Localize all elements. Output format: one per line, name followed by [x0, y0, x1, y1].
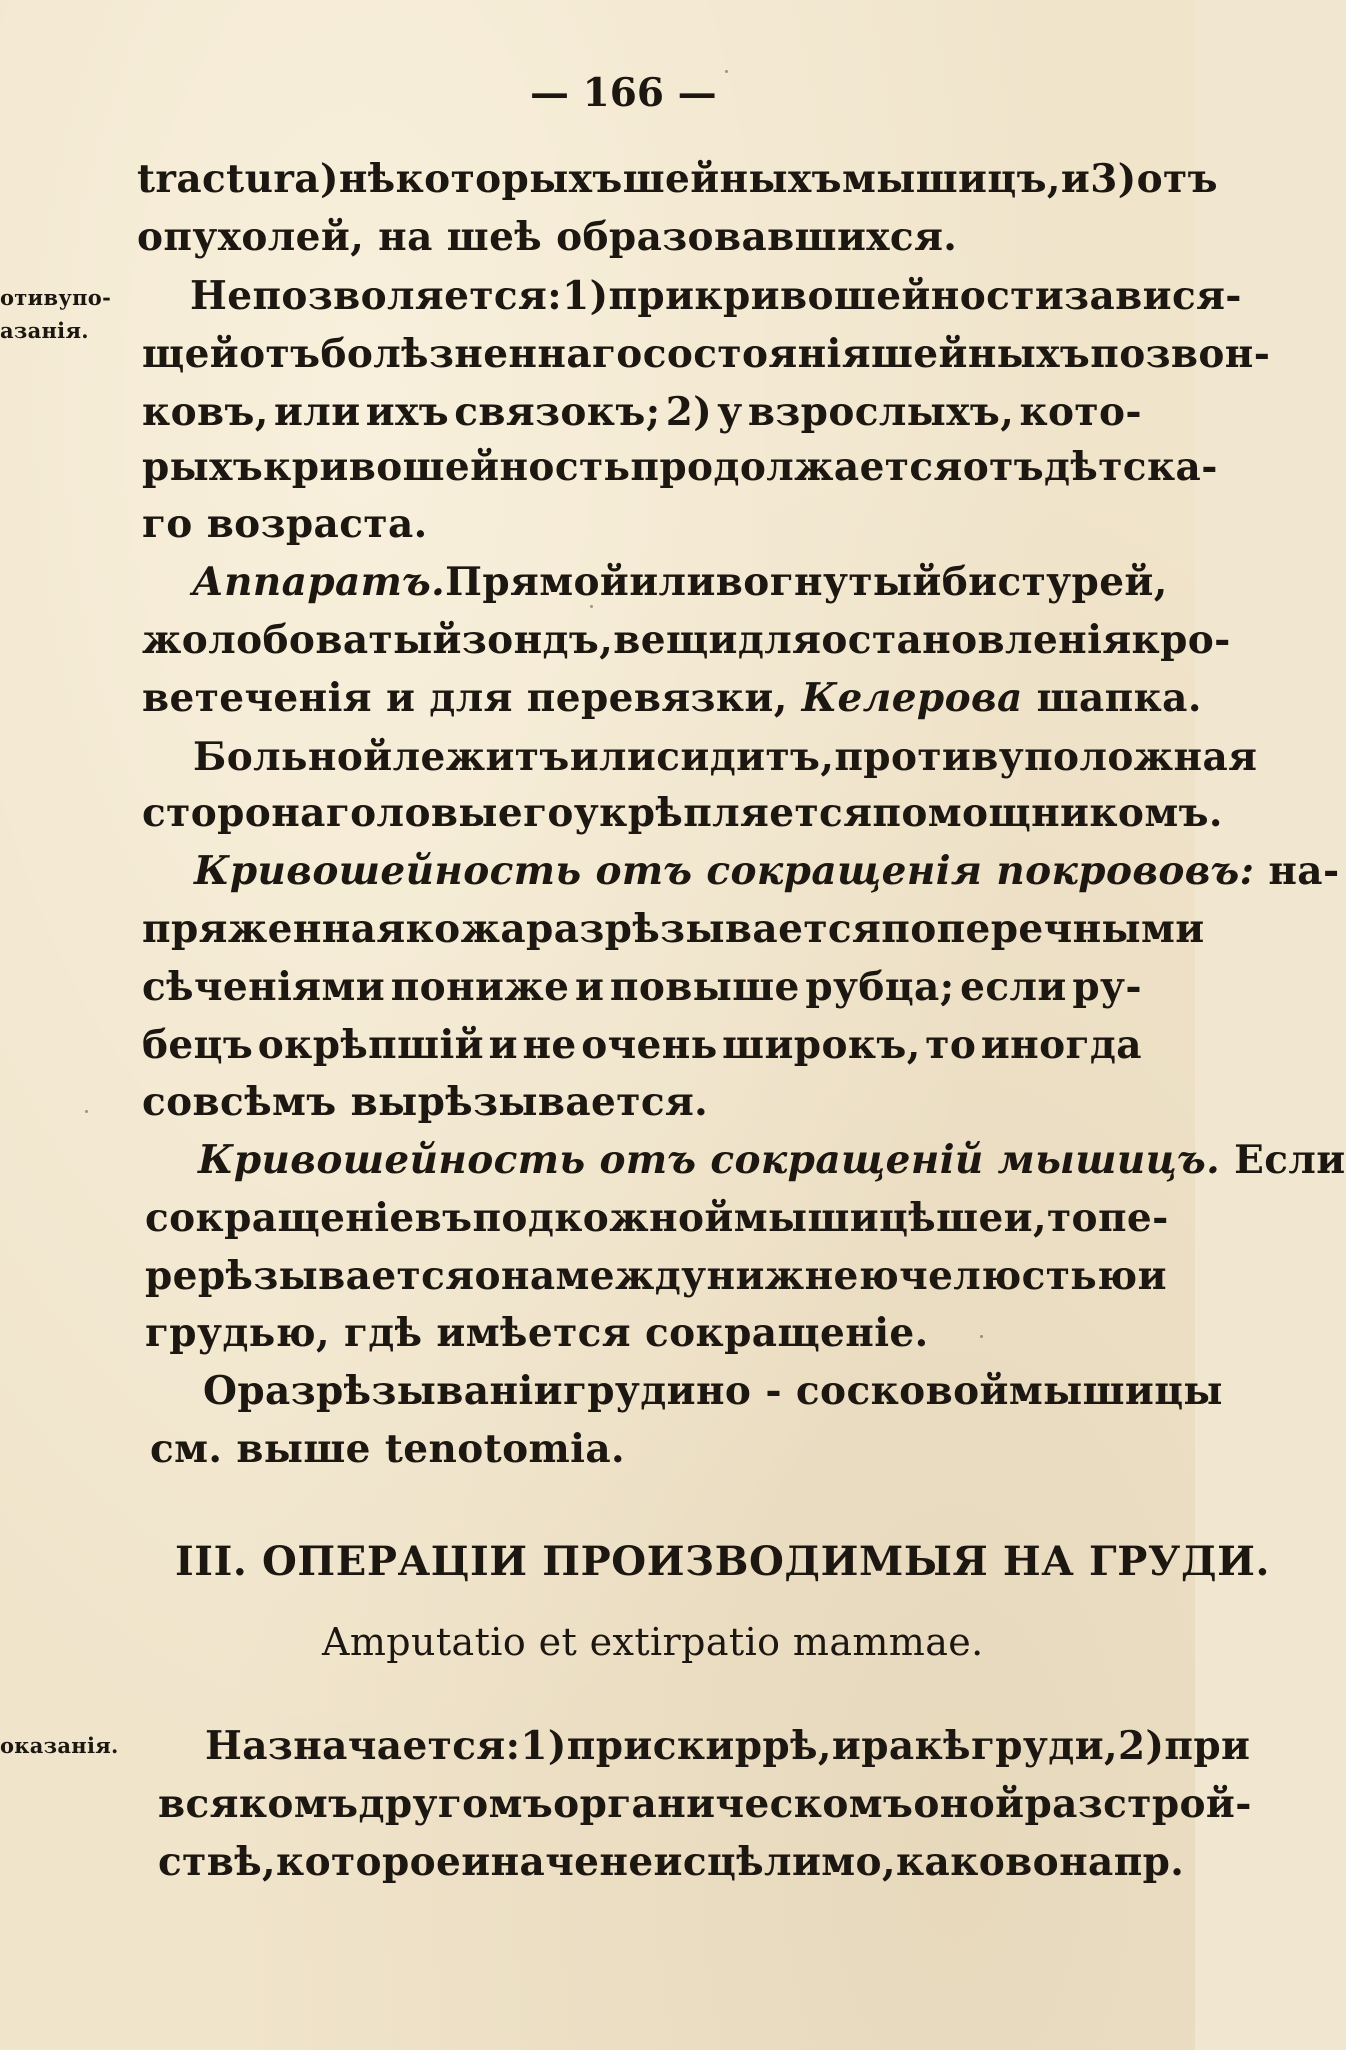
- italic-term: Кривошейность отъ сокращеній мышицъ.: [198, 1137, 1221, 1183]
- text-line: опухолей, на шеѣ образовавшихся.: [137, 214, 958, 260]
- word: взрослыхъ,: [747, 389, 1015, 435]
- text-line: грудью, гдѣ имѣется сокращеніе.: [145, 1310, 929, 1356]
- text-line: [142, 906, 1205, 952]
- word: и: [488, 1022, 518, 1068]
- word: зондъ,: [461, 617, 614, 663]
- text-line: [192, 559, 1168, 605]
- word: при: [608, 273, 695, 319]
- text-line: [137, 156, 1218, 202]
- word: повыше: [609, 964, 800, 1010]
- word: укрѣпляется: [573, 790, 873, 836]
- text-line: [142, 675, 1202, 721]
- text-line: го возраста.: [142, 501, 428, 547]
- word: и: [831, 1723, 862, 1769]
- word: и: [1060, 156, 1091, 202]
- word: разрѣзываніи: [237, 1368, 563, 1414]
- text-line: [142, 389, 1142, 435]
- word: сокращеніе: [145, 1195, 415, 1241]
- word: разрѣзывается: [526, 906, 882, 952]
- text-line: см. выше tenotomia.: [150, 1426, 626, 1472]
- text-run: шапка.: [1022, 675, 1202, 721]
- margin-note-contraindications-line1: отивупо-: [0, 285, 112, 310]
- paper-speck: [85, 1110, 88, 1113]
- word: грудино - сосковой: [562, 1368, 1009, 1414]
- word: 1): [520, 1723, 567, 1769]
- word: она: [474, 1253, 556, 1299]
- word: 2): [1118, 1723, 1165, 1769]
- word: кожа: [405, 906, 527, 952]
- word: при: [566, 1723, 653, 1769]
- word: нѣкоторыхъ: [338, 156, 623, 202]
- word: 3): [1090, 156, 1137, 202]
- word: отъ: [239, 331, 321, 377]
- word: разстрой-: [1024, 1781, 1252, 1827]
- word: поперечными: [881, 906, 1205, 952]
- word: противуположная: [834, 734, 1258, 780]
- text-line: [203, 1368, 1223, 1414]
- word: рыхъ: [142, 444, 264, 490]
- word: то: [925, 1022, 977, 1068]
- word: щей: [142, 331, 240, 377]
- word: Прямой: [445, 559, 630, 605]
- word: кривошейности: [694, 273, 1065, 319]
- text-line: [158, 1839, 1185, 1885]
- text-line: [190, 273, 1242, 319]
- word: у: [717, 389, 743, 435]
- word: окрѣпшій: [257, 1022, 484, 1068]
- text-line: [194, 848, 1340, 894]
- word: продолжается: [630, 444, 963, 490]
- text-line: [145, 1253, 1167, 1299]
- word: каково: [895, 1839, 1060, 1885]
- word: ракѣ: [861, 1723, 971, 1769]
- word: подкожной: [472, 1195, 734, 1241]
- word: шеи,: [936, 1195, 1047, 1241]
- word: Не: [190, 273, 253, 319]
- word: кривошейность: [263, 444, 631, 490]
- word: отъ: [1136, 156, 1218, 202]
- word: для: [737, 617, 822, 663]
- word: пряженная: [142, 906, 406, 952]
- word: пониже: [390, 964, 570, 1010]
- word: ру-: [1072, 964, 1142, 1010]
- text-run: на-: [1254, 848, 1340, 894]
- word: неисцѣлимо,: [599, 1839, 896, 1885]
- word: другомъ: [358, 1781, 554, 1827]
- word: отъ: [962, 444, 1045, 490]
- text-line: совсѣмъ вырѣзывается.: [142, 1079, 709, 1125]
- paper-speck: [725, 70, 728, 73]
- text-line: [145, 1195, 1169, 1241]
- paper-speck: [980, 1335, 983, 1338]
- word: головы: [325, 790, 498, 836]
- word: ковъ,: [142, 389, 269, 435]
- word: связокъ;: [454, 389, 661, 435]
- word: 2): [665, 389, 713, 435]
- text-line: [158, 1781, 1252, 1827]
- word: 1): [562, 273, 609, 319]
- word: груди,: [970, 1723, 1119, 1769]
- text-run: ветеченія и для перевязки,: [142, 675, 802, 721]
- text-line: [198, 1137, 1346, 1183]
- margin-note-indications: оказанія.: [0, 1733, 119, 1758]
- word: сторона: [142, 790, 326, 836]
- word: дѣтска-: [1044, 444, 1218, 490]
- word: напр.: [1059, 1839, 1185, 1885]
- word: шейныхъ: [870, 331, 1091, 377]
- text-line: [142, 964, 1142, 1010]
- word: или: [629, 559, 716, 605]
- word: рерѣзывается: [145, 1253, 475, 1299]
- word: не: [522, 1022, 577, 1068]
- word: широкъ,: [722, 1022, 921, 1068]
- word: лежитъ: [392, 734, 570, 780]
- word: кото-: [1019, 389, 1142, 435]
- word: въ: [414, 1195, 473, 1241]
- section-heading: III. ОПЕРАЦІИ ПРОИЗВОДИМЫЯ НА ГРУДИ.: [175, 1538, 1271, 1585]
- word: челюстью: [899, 1253, 1138, 1299]
- word: жолобоватый: [142, 617, 462, 663]
- paper-speck: [590, 605, 593, 608]
- text-line: [142, 444, 1218, 490]
- text-run: Если: [1220, 1137, 1346, 1183]
- word: всякомъ: [158, 1781, 359, 1827]
- word: которое: [276, 1839, 462, 1885]
- word: органическомъ: [553, 1781, 914, 1827]
- word: мышицъ,: [841, 156, 1061, 202]
- word: скиррѣ,: [652, 1723, 832, 1769]
- word: Больной: [193, 734, 393, 780]
- italic-term: Кривошейность отъ сокращенія покрововъ:: [194, 848, 1255, 894]
- section-subheading: Amputatio et extirpatio mammae.: [322, 1620, 984, 1664]
- word: помощникомъ.: [872, 790, 1223, 836]
- word: бистурей,: [941, 559, 1168, 605]
- word: рубца;: [805, 964, 955, 1010]
- word: Назначается:: [205, 1723, 521, 1769]
- word: сѣченіями: [142, 964, 386, 1010]
- word: tractura): [137, 156, 339, 202]
- word: болѣзненнаго: [320, 331, 643, 377]
- text-line: [205, 1723, 1251, 1769]
- text-line: [142, 790, 1223, 836]
- word: остановленія: [821, 617, 1132, 663]
- word: О: [203, 1368, 238, 1414]
- word: оной: [913, 1781, 1025, 1827]
- word: позволяется:: [252, 273, 563, 319]
- word: между: [555, 1253, 707, 1299]
- word: ствѣ,: [158, 1839, 277, 1885]
- word: шейныхъ: [622, 156, 842, 202]
- italic-term: Келерова: [801, 675, 1023, 721]
- word: пе-: [1097, 1195, 1169, 1241]
- word: нижнею: [706, 1253, 900, 1299]
- word: если: [960, 964, 1067, 1010]
- word: вещи: [613, 617, 738, 663]
- word: бецъ: [142, 1022, 254, 1068]
- word: мышицы: [1008, 1368, 1223, 1414]
- word: его: [497, 790, 574, 836]
- word: или: [569, 734, 657, 780]
- word: состоянія: [642, 331, 871, 377]
- italic-term: Аппаратъ.: [192, 559, 446, 605]
- word: при: [1164, 1723, 1251, 1769]
- word: или: [273, 389, 361, 435]
- word: то: [1046, 1195, 1098, 1241]
- page-number: — 166 —: [530, 70, 717, 116]
- word: позвон-: [1090, 331, 1271, 377]
- word: сидитъ,: [656, 734, 835, 780]
- word: вогнутый: [715, 559, 942, 605]
- word: ихъ: [365, 389, 450, 435]
- text-line: [142, 331, 1271, 377]
- text-line: [142, 1022, 1142, 1068]
- word: очень: [581, 1022, 718, 1068]
- text-line: [142, 617, 1231, 663]
- word: и: [574, 964, 605, 1010]
- word: мышицѣ: [733, 1195, 937, 1241]
- word: и: [1137, 1253, 1167, 1299]
- word: завися-: [1064, 273, 1242, 319]
- word: иначе: [461, 1839, 600, 1885]
- word: кро-: [1131, 617, 1231, 663]
- margin-note-contraindications-line2: азанія.: [0, 318, 89, 343]
- word: иногда: [980, 1022, 1142, 1068]
- text-line: [193, 734, 1258, 780]
